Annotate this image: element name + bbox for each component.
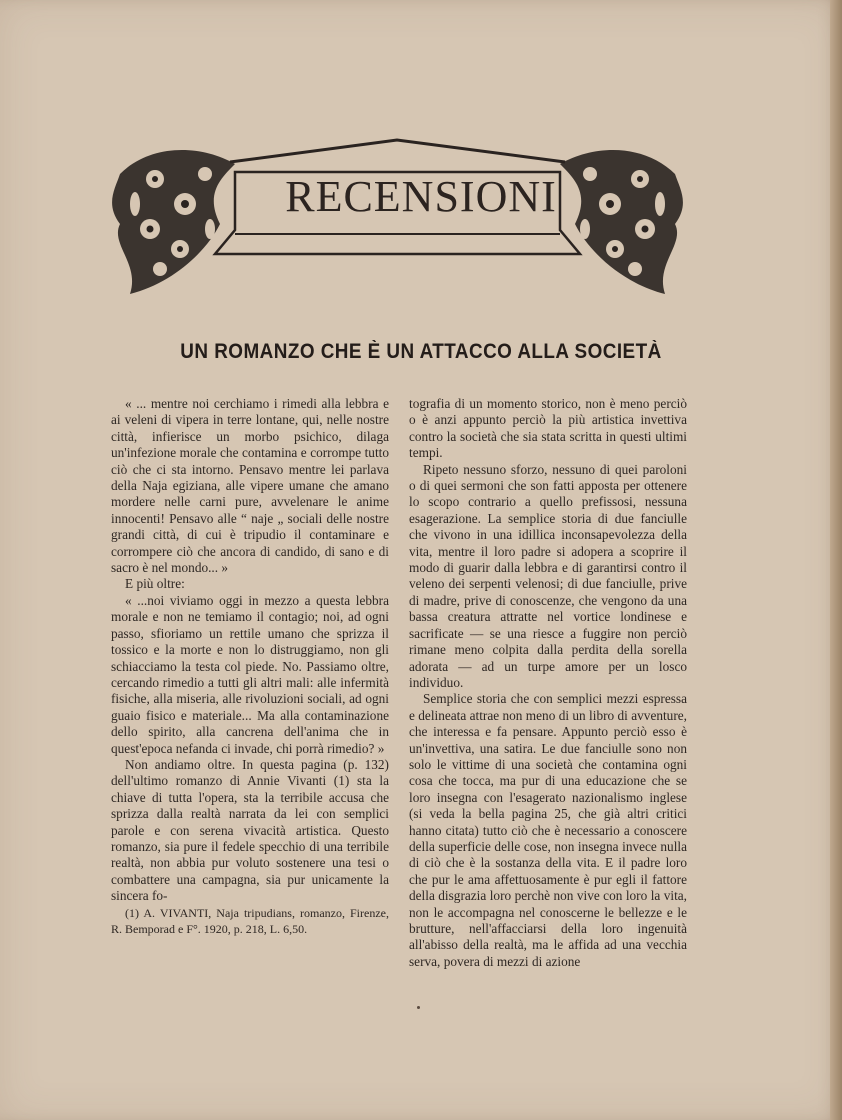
right-column [409,396,687,970]
paragraph: tografia di un momento storico, non è meno perciò o è anzi appunto perciò la più artistica invettiva contro la società che sia stata scritta in questi ultimi tempi. [409,396,687,461]
paragraph: Semplice storia che con semplici mezzi espressa e delineata attrae non meno di un libro di avventure, che interessa e fa pensare. Appunto perciò esso è un'invettiva, una satira. Le due fanciulle sono non solo le vittime di una società che contamina ogni cosa che tocca, ma pur di una educazione che se loro insegna con l'esagerato nazionalismo inglese (si veda la bella pagina 25, che già altri critici hanno citata) tutto ciò che è necessario a conoscere della superficie delle cose, non insegna invece nulla di ciò che è la sostanza della vita. E il padre loro che pur le ama affettuosamente è pur egli il fattore della disgrazia loro perchè non vive con loro la vita, non le accompagna nel conoscerne le bellezze e le brutture, nell'affacciarsi della loro ingenuità all'abisso della realtà, ma le affida ad una vecchia serva, povera di mezzi di azione [409,691,687,969]
footnote: (1) A. VIVANTI, Naja tripudians, romanzo, Firenze, R. Bemporad e F°. 1920, p. 218, L. 6,50. [111,906,389,936]
left-column [111,396,389,905]
section-title: RECENSIONI [285,172,557,221]
paragraph: « ...noi viviamo oggi in mezzo a questa lebbra morale e non ne temiamo il contagio; noi, ad ogni passo, sfioriamo un rettile umano che sprizza il tossico e la morte e non lo distruggiamo, non gli schiacciamo la testa col piede. No. Passiamo oltre, cercando rimedio a tutti gli altri mali: alle infermità fisiche, alla miseria, alle rivoluzioni sociali, ad ogni guaio fisico e materiale... Ma alla contaminazione dello spirito, alla cancrena dell'anima che in quest'epoca nefanda ci invade, chi porrà rimedio? » [111,592,389,756]
page-edge [830,0,842,1120]
decorative-dot [417,1006,420,1009]
paragraph: Ripeto nessuno sforzo, nessuno di quei paroloni o di quei sermoni che son fatti apposta per ottenere lo scopo contrario a quello prefissosi, nessuna esagerazione. La semplice storia di due fanciulle che vivono in una idillica inconsapevolezza della vita, mentre il loro padre si adopera a scoprire il modo di guarir dalla lebbra e di garantirsi contro il veleno dei serpenti velenosi; di due fanciulle, prive di madre, prive di conoscenze, che vengono da una bassa creatura attratte nel vortice londinese e sacrificate — se una riesce a fuggire non perciò rimane meno colpita dalla perdita della sorella adorata — ad un turpe amore per un losco individuo. [409,461,687,690]
article-title: UN ROMANZO CHE È UN ATTACCO ALLA SOCIETÀ [180,340,662,363]
paragraph: Non andiamo oltre. In questa pagina (p. 132) dell'ultimo romanzo di Annie Vivanti (1) sta la chiave di tutta l'opera, sta la terribile accusa che sprizza dalla realtà narrata da lei con semplici parole e con serena vivacità artistica. Questo romanzo, sia pure il fedele specchio di una terribile realtà, non abbia pur voluto sostenere una tesi o combattere una campagna, sia pur unicamente la sincera fo- [111,756,389,904]
paragraph: « ... mentre noi cerchiamo i rimedi alla lebbra e ai veleni di vipera in terre lontane, qui, nelle nostre città, infierisce un morbo psichico, dilaga un'infezione morale che contamina e corrompe tutto ciò che ci sta intorno. Pensavo mentre lei parlava della Naja egiziana, alle vipere umane che amano mordere nelle carni pure, avvelenare le anime innocenti! Pensavo alle “ naje „ sociali delle nostre grandi città, di cui è tripudio il contaminare e corrompere ciò che ancora di candido, di sano e di sacro è nel mondo... » [111,396,389,576]
paragraph: E più oltre: [125,576,185,592]
